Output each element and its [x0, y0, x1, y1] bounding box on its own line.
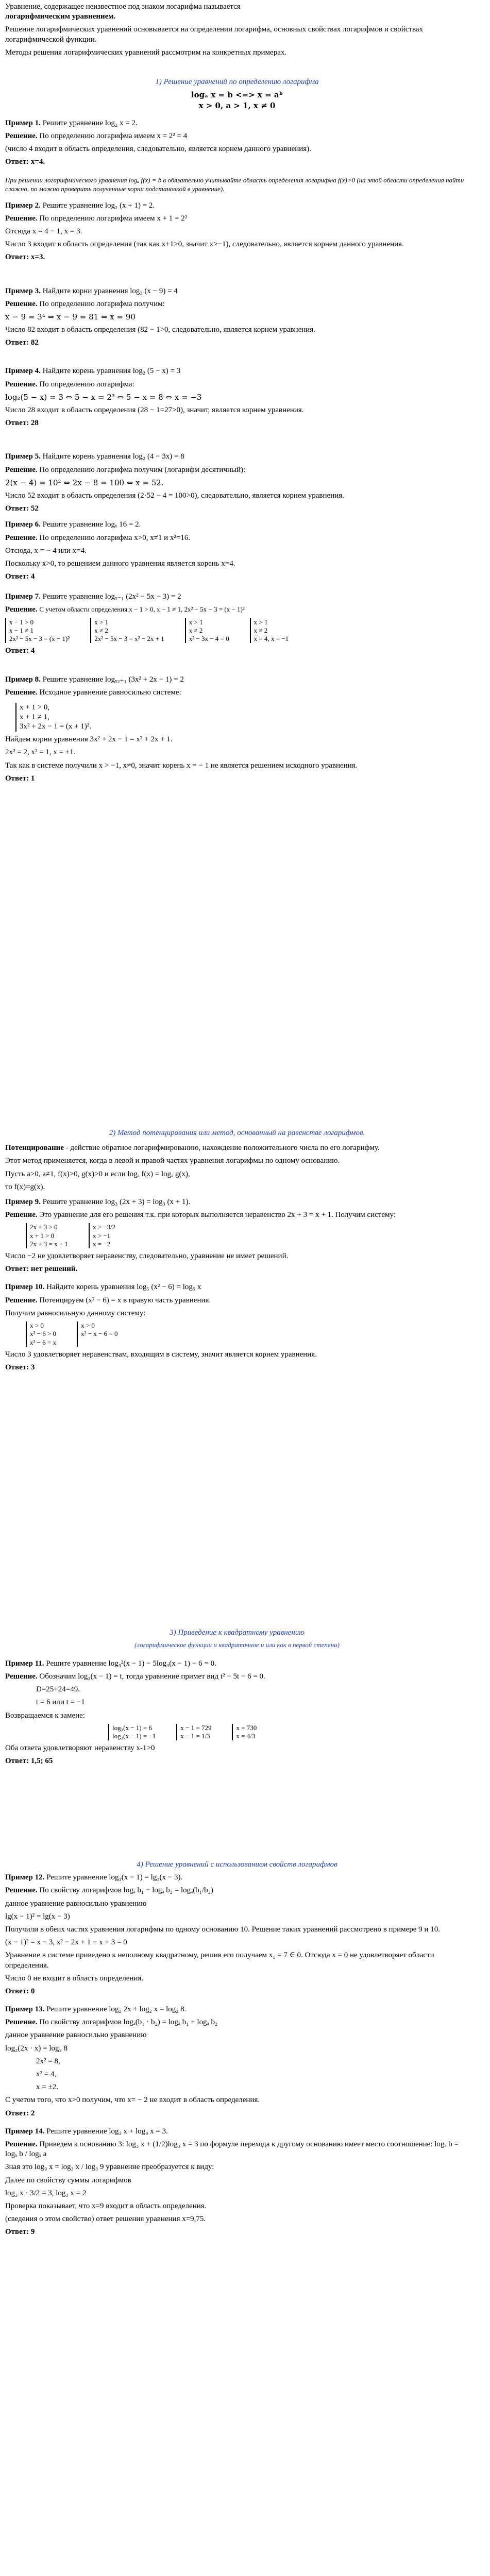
system-line: x² − x − 6 = 0 — [81, 1330, 118, 1338]
solution-label: Решение. — [5, 2140, 38, 2148]
solution-line: Далее по свойству суммы логарифмов — [5, 2176, 131, 2184]
example-label: Пример 9. — [5, 1197, 41, 1206]
system-line: x² − 3x − 4 = 0 — [189, 635, 229, 643]
section-definition — [5, 77, 469, 787]
example-label: Пример 12. — [5, 1873, 45, 1882]
system — [108, 1724, 156, 1741]
answer-value: x=3. — [30, 253, 45, 262]
solution-line: Поскольку x>0, то решением данного уравнения является корень x=4. — [5, 559, 235, 568]
solution-label: Решение. — [5, 380, 38, 388]
answer-label: Ответ: — [5, 1757, 29, 1766]
solution-line: Отсюда x = 4 − 1, x = 3. — [5, 227, 82, 235]
solution-line: Число 0 не входит в область определения. — [5, 1974, 144, 1982]
system-line: 2x² − 5x − 3 = x² − 2x + 1 — [94, 635, 164, 643]
system — [26, 1223, 68, 1248]
system-line: x > 1 — [94, 618, 109, 626]
section-heading: 1) Решение уравнений по определению логарифма — [155, 78, 319, 86]
system — [15, 703, 91, 732]
example-text: Решите уравнение log₃ x + log₉ x = 3. — [46, 2127, 168, 2136]
solution-line: Число 3 удовлетворяет неравенствам, входящим в систему, значит является корнем уравнения. — [5, 1350, 317, 1359]
example-label: Пример 10. — [5, 1283, 45, 1292]
solution-text: По определению логарифма x>0, x≠1 и x²=16. — [39, 533, 191, 542]
system-line: x ≠ 2 — [189, 626, 203, 634]
system-chain — [26, 1223, 469, 1248]
system-line: x > −3/2 — [93, 1223, 116, 1231]
system — [250, 618, 289, 643]
section-potentiation — [5, 1128, 469, 1376]
system-line: x = 730 — [236, 1723, 257, 1732]
example-label: Пример 7. — [5, 592, 41, 601]
answer-value: 4 — [30, 572, 35, 581]
intro-title-line2: логарифмическим уравнением. — [5, 12, 116, 21]
system-line: x > 1 — [189, 618, 203, 626]
system-line: x − 1 > 0 — [9, 618, 34, 626]
example-text: Решите уравнение logₓ 16 = 2. — [42, 520, 141, 529]
example-text: Решите уравнение log₃²(x − 1) − 5log₃(x − 1) − 6 = 0. — [46, 1659, 216, 1668]
solution-label: Решение. — [5, 299, 38, 308]
solution-label: Решение. — [5, 1296, 38, 1304]
solution-line: x = ±2. — [36, 2083, 58, 2092]
paragraph: - действие обратное логарифмированию, нахождение положительного числа по его логарифму. — [63, 1144, 380, 1153]
example-label: Пример 4. — [5, 367, 41, 376]
solution-text: Обозначим log₃(x − 1) = t, тогда уравнение примет вид t² − 5t − 6 = 0. — [39, 1672, 265, 1681]
solution-line: (сведения о этом свойство) ответ решения уравнения x=9,75. — [5, 2215, 206, 2224]
solution-line: Получим равносильную данному систему: — [5, 1309, 146, 1317]
intro-para1: Решение логарифмических уравнений основывается на определении логарифма, основных свойствах логарифмов и свойствах логарифмической функции. — [5, 25, 424, 44]
answer-label: Ответ: — [5, 504, 29, 513]
solution-text: По определению логарифма: — [39, 380, 134, 388]
system-line: log₃(x − 1) = −1 — [112, 1732, 156, 1740]
solution-label: Решение. — [5, 131, 38, 140]
solution-line: Зная это log₉ x = log₃ x / log₃ 9 уравнение преобразуется к виду: — [5, 2163, 214, 2172]
example-text: Найдите корень уравнения log₂ (4 − 3x) = 8 — [42, 452, 184, 461]
solution-line: Найдем корни уравнения 3x² + 2x − 1 = x² + 2x + 1. — [5, 735, 173, 744]
example-label: Пример 13. — [5, 2005, 45, 2014]
solution-label: Решение. — [5, 1886, 38, 1895]
answer-label: Ответ: — [5, 572, 29, 581]
system-line: x + 1 > 0 — [30, 1231, 55, 1240]
example-text: Найдите корни уравнения log₃ (x − 9) = 4 — [42, 286, 178, 295]
answer-label: Ответ: — [5, 1987, 29, 1995]
system-chain — [108, 1724, 469, 1741]
solution-line: Число 82 входит в область определения (82 − 1>0, следовательно, является корнем уравнения. — [5, 326, 315, 334]
solution-text: По свойству логарифмов logₐ(b₁ · b₂) = logₐ b₁ + logₐ b₂ — [39, 2018, 218, 2027]
system-line: x − 1 = 729 — [180, 1723, 212, 1732]
system-line: x > 0 — [81, 1321, 95, 1329]
example-label: Пример 14. — [5, 2127, 45, 2136]
answer-label: Ответ: — [5, 338, 29, 347]
example-label: Пример 3. — [5, 286, 41, 295]
solution-label: Решение. — [5, 1672, 38, 1681]
solution-label: Решение. — [5, 605, 38, 614]
example-text: Решите уравнение logₓ₋₁ (2x² − 5x − 3) = 2 — [42, 592, 181, 601]
system-line: x = 4, x = −1 — [254, 635, 289, 643]
answer-value: x=4. — [30, 158, 45, 166]
solution-formula: log₂(5 − x) = 3 ⇔ 5 − x = 2³ ⇔ 5 − x = 8 ⇔ x = −3 — [5, 392, 202, 402]
solution-text: Исходное уравнение равносильно системе: — [39, 688, 181, 697]
system — [232, 1724, 257, 1741]
example-text: Решите уравнение log₃(x − 1) = lg₃(x − 3). — [46, 1873, 183, 1882]
answer-value: 9 — [30, 2228, 35, 2236]
system — [77, 1321, 117, 1347]
answer-value: 1,5; 65 — [30, 1757, 53, 1766]
solution-text: По определению логарифма получим (логарифм десятичный): — [39, 465, 246, 474]
system — [89, 1223, 115, 1248]
solution-line: Число 52 входит в область определения (2·52 − 4 = 100>0), следовательно, является корнем уравнения. — [5, 491, 344, 500]
paragraph: Пусть a>0, a≠1, f(x)>0, g(x)>0 и если logₐ f(x) = logₐ g(x), — [5, 1170, 190, 1178]
answer-label: Ответ: — [5, 774, 29, 783]
section-properties — [5, 1860, 469, 2240]
term: Потенцирование — [5, 1144, 64, 1153]
answer-value: 3 — [30, 1363, 35, 1371]
answer-value: 82 — [30, 338, 39, 347]
answer-label: Ответ: — [5, 253, 29, 262]
solution-line: Оба ответа удовлетворяют неравенству x-1>0 — [5, 1744, 155, 1753]
solution-text: С учетом области определения x − 1 > 0, x − 1 ≠ 1, 2x² − 5x − 3 = (x − 1)² — [39, 605, 245, 614]
solution-line: данное уравнение равносильно уравнению — [5, 1899, 147, 1908]
intro-para2: Методы решения логарифмических уравнений рассмотрим на конкретных примерах. — [5, 48, 287, 57]
solution-label: Решение. — [5, 688, 38, 697]
solution-line: Так как в системе получили x > −1, x≠0, значит корень x = − 1 не является решением исходного уравнения. — [5, 761, 358, 770]
solution-line: Отсюда, x = − 4 или x=4. — [5, 546, 87, 555]
solution-formula: x − 9 = 3⁴ ⇔ x − 9 = 81 ⇔ x = 90 — [5, 312, 136, 321]
solution-label: Решение. — [5, 533, 38, 542]
solution-line: lg(x − 1)² = lg(x − 3) — [5, 1912, 70, 1921]
answer-label: Ответ: — [5, 158, 29, 166]
system-line: x > −1 — [93, 1231, 111, 1240]
solution-text: По свойству логарифмов logₐ b₁ − logₐ b₂ = logₐ(b₁/b₂) — [39, 1886, 213, 1895]
intro — [5, 2, 469, 61]
system — [176, 1724, 211, 1741]
solution-line: С учетом того, что x>0 получим, что x= − 2 не входит в область определения. — [5, 2096, 260, 2105]
system — [185, 618, 229, 643]
solution-line: (x − 1)² = x − 3, x² − 2x + 1 − x + 3 = 0 — [5, 1938, 127, 1947]
system-line: x > 0 — [30, 1321, 44, 1329]
intro-title-line1: Уравнение, содержащее неизвестное под знаком логарифма называется — [5, 3, 241, 11]
answer-label: Ответ: — [5, 1265, 29, 1274]
system-line: log₃(x − 1) = 6 — [112, 1723, 152, 1732]
solution-text: Приведем к основанию 3: log₃ x + (1/2)log₃ x = 3 по формуле перехода к другому основанию имеет место соотношение: logₐ b = logₓ b / logₓ a — [5, 2140, 459, 2159]
system-line: 2x² − 5x − 3 = (x − 1)² — [9, 635, 70, 643]
solution-line: 2x² = 8, — [36, 2057, 60, 2065]
solution-label: Решение. — [5, 214, 38, 223]
answer-label: Ответ: — [5, 1363, 29, 1371]
solution-note: (число 4 входит в область определения, следовательно, является корнем данного уравнения). — [5, 144, 311, 153]
paragraph: Этот метод применяется, когда в левой и правой частях уравнения логарифмы по одному основанию. — [5, 1157, 340, 1165]
solution-line: log₂(2x · x) = log₂ 8 — [5, 2044, 67, 2053]
solution-line: Число −2 не удовлетворяет неравенству, следовательно, уравнение не имеет решений. — [5, 1252, 289, 1261]
section-heading: 4) Решение уравнений с использованием свойств логарифмов — [137, 1860, 337, 1869]
system-line: x = 4/3 — [236, 1732, 256, 1740]
answer-label: Ответ: — [5, 2228, 29, 2236]
solution-line: Число 28 входит в область определения (28 − 1=27>0), значит, является корнем уравнения. — [5, 406, 304, 414]
system-line: x + 1 ≠ 1, — [20, 713, 49, 721]
solution-line: 2x² = 2, x² = 1, x = ±1. — [5, 748, 76, 757]
system-line: x² − 6 > 0 — [30, 1330, 57, 1338]
solution-line: t = 6 или t = −1 — [36, 1698, 85, 1707]
system — [5, 618, 70, 643]
system-line: x ≠ 2 — [254, 626, 268, 634]
system-chain — [26, 1321, 469, 1347]
domain-note: При решении логарифмического уравнения logₐ f(x) = b в обязательно учитывайте область определения логарифма f(x)>0 (на этой области определения найти сложно, по можно проверить полученные корни подстановкой в уравнение). — [5, 176, 464, 193]
system-line: x − 1 = 1/3 — [180, 1732, 210, 1740]
system-line: 2x + 3 > 0 — [30, 1223, 58, 1231]
system-line: x > 1 — [254, 618, 268, 626]
solution-line: Уравнение в системе приведено к неполному квадратному, решив его получаем x₁ = 7 ∈ 0. Отсюда x = 0 не удовлетворяет области определения. — [5, 1951, 434, 1970]
solution-text: По определению логарифма получим: — [39, 299, 165, 308]
example-text: Решите уравнение log₂ x = 2. — [42, 118, 138, 127]
answer-label: Ответ: — [5, 2109, 29, 2117]
section-heading: 3) Приведение к квадратному уравнению — [170, 1629, 305, 1637]
system-line: x² − 6 = x — [30, 1338, 57, 1346]
system-chain — [5, 618, 469, 643]
formula-definition: logₐ x = b <=> x = aᵇ — [191, 90, 283, 100]
example-text: Решите уравнение logₓ₂₊₁ (3x² + 2x − 1) = 2 — [42, 675, 184, 684]
formula-conditions: x > 0, a > 1, x ≠ 0 — [198, 101, 276, 111]
example-label: Пример 2. — [5, 201, 41, 210]
solution-text: Потенцируем (x² − 6) = x в правую часть уравнения. — [39, 1296, 211, 1304]
system-line: 3x² + 2x − 1 = (x + 1)². — [20, 722, 92, 731]
section-heading: 2) Метод потенцирования или метод, основанный на равенстве логарифмов. — [109, 1129, 365, 1137]
answer-value: 52 — [30, 504, 39, 513]
answer-value: 0 — [30, 1987, 35, 1995]
example-label: Пример 8. — [5, 675, 41, 684]
example-label: Пример 5. — [5, 452, 41, 461]
answer-value: 2 — [30, 2109, 35, 2117]
solution-label: Решение. — [5, 465, 38, 474]
solution-line: Проверка показывает, что x=9 входит в область определения. — [5, 2201, 207, 2210]
solution-line: log₃ x · 3/2 = 3, log₃ x = 2 — [5, 2189, 87, 2197]
solution-text: Это уравнение для его решения т.к. при которых выполняется неравенство 2x + 3 = x + 1. Получим систему: — [39, 1211, 396, 1219]
paragraph: то f(x)=g(x). — [5, 1182, 45, 1191]
example-label: Пример 11. — [5, 1659, 44, 1668]
solution-line: Число 3 входит в область определения (так как x+1>0, значит x>−1), следовательно, является корнем данного уравнения. — [5, 240, 404, 249]
solution-label: Решение. — [5, 2018, 38, 2027]
solution-text: По определению логарифма имеем x = 2² = 4 — [39, 131, 188, 140]
system-line: x = −2 — [93, 1240, 111, 1248]
example-label: Пример 1. — [5, 118, 41, 127]
solution-formula: 2(x − 4) = 10² ⇔ 2x − 8 = 100 ⇔ x = 52. — [5, 478, 164, 487]
answer-value: 4 — [30, 647, 35, 655]
system-line: x + 1 > 0, — [20, 703, 50, 711]
solution-line: данное уравнение равносильно уравнению — [5, 2031, 147, 2040]
example-text: Найдите корень уравнения log₅ (x² − 6) = log₅ x — [46, 1283, 201, 1292]
solution-line: x² = 4, — [36, 2070, 57, 2078]
section-quadratic — [5, 1628, 469, 1770]
solution-text: По определению логарифма имеем x + 1 = 2² — [39, 214, 188, 223]
example-text: Решите уравнение log₂ 2x + log₂ x = log₂ 8. — [46, 2005, 187, 2014]
system-line: x − 1 ≠ 1 — [9, 626, 33, 634]
answer-label: Ответ: — [5, 419, 29, 428]
solution-line: Возвращаемся к замене: — [5, 1711, 85, 1720]
example-text: Решите уравнение log₃ (2x + 3) = log₃ (x + 1). — [42, 1197, 191, 1206]
answer-value: 1 — [30, 774, 35, 783]
answer-value: нет решений. — [30, 1265, 78, 1274]
system-line: 2x + 3 = x + 1 — [30, 1240, 68, 1248]
section-subheading: (логарифмическое функции и квадратичное и или как в первой степени) — [134, 1641, 340, 1649]
example-text: Найдите корень уравнения log₂ (5 − x) = 3 — [42, 367, 181, 376]
solution-line: Получили в обеих частях уравнения логарифмы по одному основанию 10. Решение таких уравнений рассмотрено в примере 9 и 10. — [5, 1925, 440, 1934]
solution-label: Решение. — [5, 1211, 38, 1219]
solution-line: D=25+24=49. — [36, 1685, 80, 1694]
example-text: Решите уравнение log₂ (x + 1) = 2. — [42, 201, 155, 210]
example-label: Пример 6. — [5, 520, 41, 529]
system — [90, 618, 164, 643]
system — [26, 1321, 56, 1347]
answer-value: 28 — [30, 419, 39, 428]
system-line: x ≠ 2 — [94, 626, 108, 634]
answer-label: Ответ: — [5, 647, 29, 655]
